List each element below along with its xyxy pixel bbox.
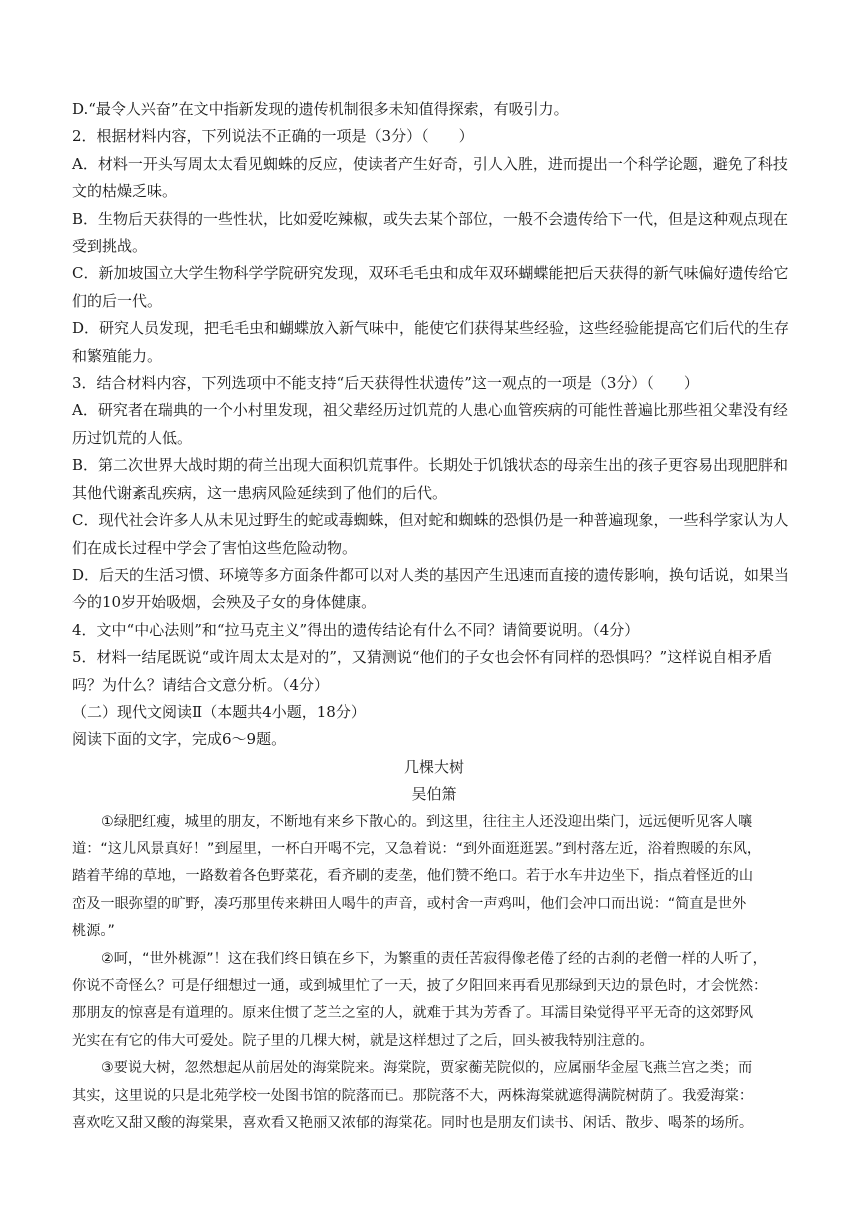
passage-line: 其实，这里说的只是北苑学校一处图书馆的院落而已。那院落不大，两株海棠就遮得满院树荫了。我爱海棠： [72, 1087, 754, 1104]
text-line: 阅读下面的文字，完成6～9题。 [72, 730, 287, 749]
passage-line: 道：“这儿风景真好！”到屋里，一杯白开喝不完，又急着说：“到外面逛逛罢。”到村落左近，浴着煦暖的东风， [72, 840, 762, 857]
passage-line: 峦及一眼弥望的旷野，凑巧那里传来耕田人喝牛的声音，或村舍一声鸡叫，他们会冲口而出说：“简直是世外 [72, 895, 747, 912]
text-line: B．第二次世界大战时期的荷兰出现大面积饥荒事件。长期处于饥饿状态的母亲生出的孩子更容易出现肥胖和 [72, 456, 789, 475]
text-line: A．研究者在瑞典的一个小村里发现，祖父辈经历过饥荒的人患心血管疾病的可能性普遍比那些祖父辈没有经 [72, 401, 788, 420]
text-line: B．生物后天获得的一些性状，比如爱吃辣椒，或失去某个部位，一般不会遗传给下一代，但是这种观点现在 [72, 209, 789, 228]
text-line: 3．结合材料内容，下列选项中不能支持“后天获得性状遗传”这一观点的一项是（3分）（ ） [72, 374, 699, 393]
text-line: 吗？为什么？请结合文意分析。（4分） [72, 675, 330, 694]
text-line: （二）现代文阅读Ⅱ（本题共4小题，18分） [72, 702, 366, 721]
text-line: C．新加坡国立大学生物科学学院研究发现，双环毛毛虫和成年双环蝴蝶能把后天获得的新气味偏好遗传给它 [72, 264, 789, 283]
passage-line: ①绿肥红瘦，城里的朋友，不断地有来乡下散心的。到这里，往往主人还没迎出柴门，远远便听见客人嚷 [101, 813, 753, 830]
text-line: 其他代谢紊乱疾病，这一患病风险延续到了他们的后代。 [72, 483, 448, 502]
passage-line: 喜欢吃又甜又酸的海棠果，喜欢看又艳丽又浓郁的海棠花。同时也是朋友们读书、闲话、散步、喝茶的场所。 [72, 1115, 754, 1132]
text-line: 们的后一代。 [72, 291, 163, 310]
text-line: A．材料一开头写周太太看见蜘蛛的反应，使读者产生好奇，引人入胜，进而提出一个科学论题，避免了科技 [72, 154, 788, 173]
document-body [72, 96, 796, 1137]
passage-line: 桃源。” [72, 923, 115, 940]
passage-line: 那朋友的惊喜是有道理的。原来住惯了芝兰之室的人，就难于其为芳香了。耳濡目染觉得平平无奇的这郊野风 [72, 1005, 754, 1022]
question-section [72, 96, 796, 754]
text-line: 今的10岁开始吸烟，会殃及子女的身体健康。 [72, 593, 377, 612]
text-line: D．研究人员发现，把毛毛虫和蝴蝶放入新气味中，能使它们获得某些经验，这些经验能提高它们后代的生存 [72, 319, 790, 338]
text-line: D.“最令人兴奋”在文中指新发现的遗传机制很多未知值得探索，有吸引力。 [72, 100, 569, 118]
passage-line: 你说不奇怪么？可是仔细想过一通，或到城里忙了一天，披了夕阳回来再看见那绿到天边的景色时，才会恍然： [72, 978, 768, 994]
passage-line: 光实在有它的伟大可爱处。院子里的几棵大树，就是这样想过了之后，回头被我特别注意的。 [72, 1032, 654, 1049]
passage-author: 吴伯箫 [411, 785, 457, 804]
text-line: D．后天的生活习惯、环境等多方面条件都可以对人类的基因产生迅速而直接的遗传影响，换句话说，如果当 [72, 565, 790, 584]
passage-line: ③要说大树，忽然想起从前居处的海棠院来。海棠院，贾家蘅芜院似的，应属丽华金屋飞燕兰宫之类；而 [101, 1060, 753, 1077]
text-line: 和繁殖能力。 [72, 346, 163, 365]
text-line: 4．文中“中心法则”和“拉马克主义”得出的遗传结论有什么不同？请简要说明。（4分） [72, 620, 640, 639]
text-line: 历过饥荒的人低。 [72, 428, 193, 447]
passage-title: 几棵大树 [403, 757, 464, 776]
text-line: 文的枯燥乏味。 [72, 182, 178, 201]
passage-body [72, 809, 796, 1138]
passage-line: 踏着芊绵的草地，一路数着各色野菜花，看齐刷的麦垄，他们赞不绝口。若于水车井边坐下，指点着怪近的山 [72, 868, 754, 885]
text-line: 们在成长过程中学会了害怕这些危险动物。 [72, 538, 358, 557]
text-line: C．现代社会许多人从未见过野生的蛇或毒蜘蛛，但对蛇和蜘蛛的恐惧仍是一种普遍现象，一些科学家认为人 [72, 511, 789, 530]
text-line: 2．根据材料内容，下列说法不正确的一项是（3分）（ ） [72, 127, 474, 146]
passage-line: ②呵，“世外桃源”！这在我们终日镇在乡下，为繁重的责任苦寂得像老倦了经的古刹的老僧一样的人听了， [101, 950, 767, 967]
text-line: 5．材料一结尾既说“或许周太太是对的”，又猜测说“他们的子女也会怀有同样的恐惧吗？”这样说自相矛盾 [72, 648, 773, 667]
text-line: 受到挑战。 [72, 237, 148, 256]
